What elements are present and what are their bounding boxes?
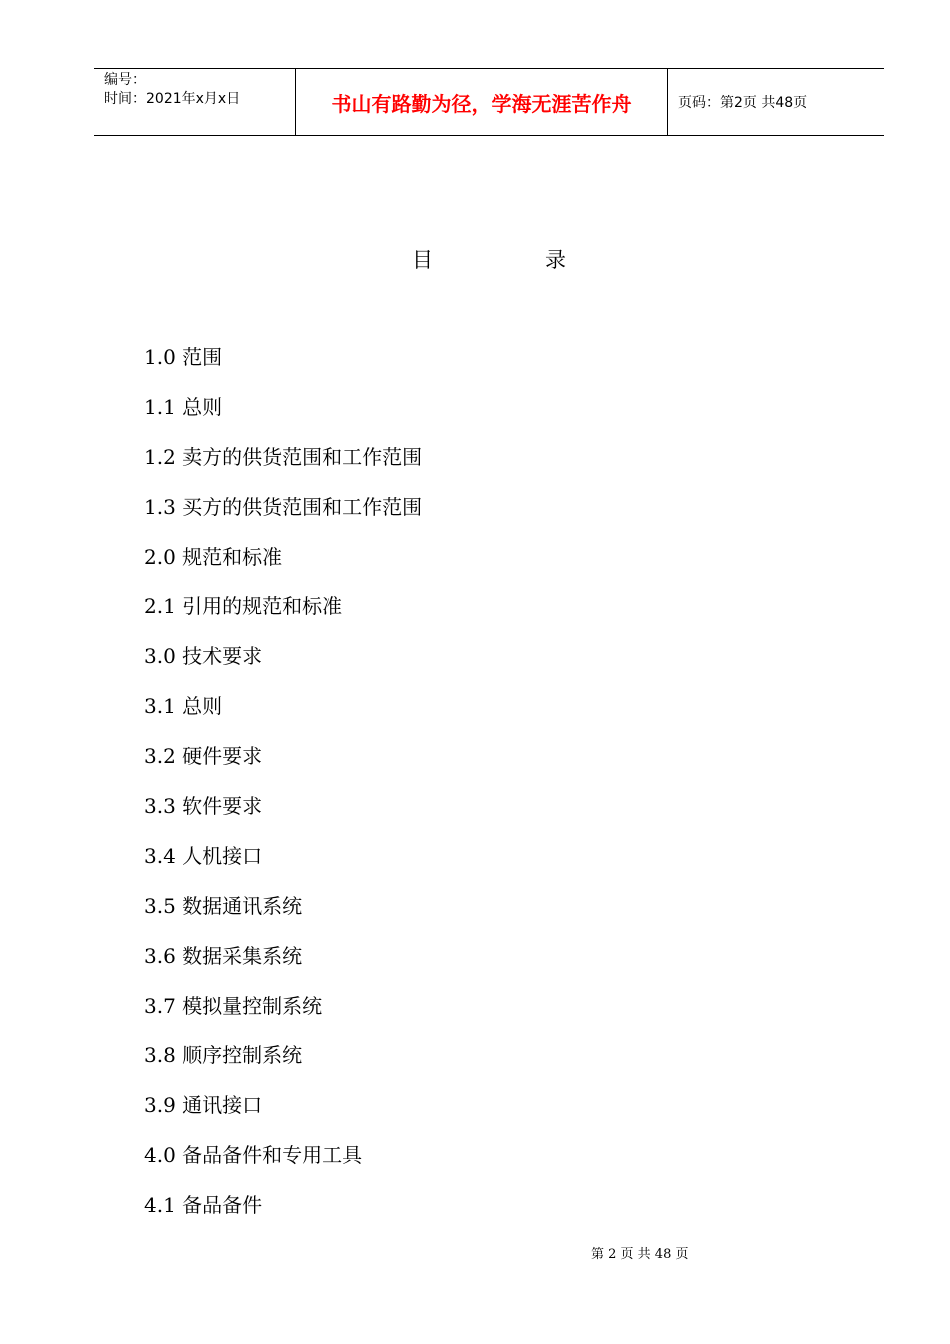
page-header [94,68,884,136]
toc-list [144,342,422,1240]
toc-item: 2.0 规范和标准 [144,544,283,569]
toc-item: 1.2 卖方的供货范围和工作范围 [144,444,423,469]
toc-item: 3.1 总则 [144,694,223,719]
toc-item: 1.3 买方的供货范围和工作范围 [144,494,423,519]
toc-item: 3.3 软件要求 [144,794,263,819]
footer-page-number: 第 2 页 共 48 页 [591,1247,689,1262]
motto-text: 书山有路勤为径，学海无涯苦作舟 [331,91,632,116]
toc-title [0,244,950,274]
page-footer [591,1246,688,1264]
toc-item: 3.4 人机接口 [144,843,263,868]
toc-item: 3.2 硬件要求 [144,744,263,769]
toc-item: 1.0 范围 [144,345,223,369]
toc-item: 4.0 备品备件和专用工具 [144,1143,363,1168]
serial-number-label: 编号： [104,72,146,88]
toc-item: 3.8 顺序控制系统 [144,1043,303,1068]
toc-item: 3.9 通讯接口 [144,1093,263,1118]
toc-title-char-2: 录 [545,248,566,272]
toc-item: 4.1 备品备件 [144,1193,263,1218]
toc-title-char-1: 目 [412,248,433,272]
header-page-info: 页码：第2页 共48页 [678,95,808,111]
time-label: 时间：2021年x月x日 [104,91,241,107]
header-motto-cell [295,69,668,135]
header-meta-cell [94,69,295,135]
toc-item: 3.6 数据采集系统 [144,943,303,968]
toc-item: 2.1 引用的规范和标准 [144,594,343,619]
toc-item: 3.5 数据通讯系统 [144,893,303,918]
header-page-cell [668,69,884,135]
toc-item: 3.7 模拟量控制系统 [144,993,323,1018]
toc-item: 1.1 总则 [144,394,223,419]
toc-item: 3.0 技术要求 [144,644,263,669]
